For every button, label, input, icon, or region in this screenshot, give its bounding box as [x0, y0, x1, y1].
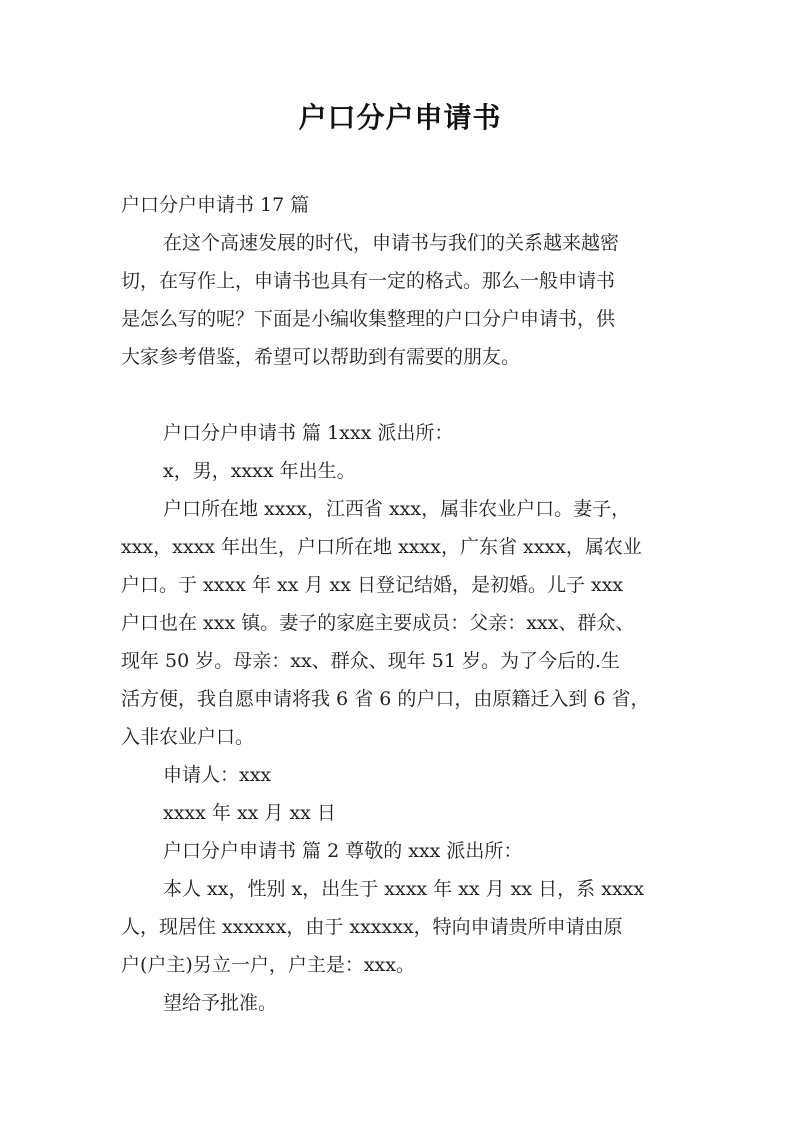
- article1-para-line: xxx，xxxx 年出生，户口所在地 xxxx，广东省 xxxx，属农业: [121, 536, 642, 558]
- intro-line: 在这个高速发展的时代，申请书与我们的关系越来越密: [163, 232, 620, 254]
- article1-para-line: 户口也在 xxx 镇。妻子的家庭主要成员：父亲：xxx、群众、: [121, 612, 635, 634]
- document-body: [121, 186, 689, 1022]
- intro-line: 切，在写作上，申请书也具有一定的格式。那么一般申请书: [121, 270, 616, 292]
- article1-para-line: 户口。于 xxxx 年 xx 月 xx 日登记结婚，是初婚。儿子 xxx: [121, 574, 624, 596]
- article2-closing: 望给予批准。: [163, 992, 278, 1014]
- article2-para-line: 人，现居住 xxxxxx，由于 xxxxxx，特向申请贵所申请由原: [121, 916, 623, 938]
- article1-para-line: 现年 50 岁。母亲：xx、群众、现年 51 岁。为了今后的.生: [121, 650, 620, 672]
- article1-date: xxxx 年 xx 月 xx 日: [163, 802, 336, 824]
- document-title: 户口分户申请书: [298, 101, 502, 134]
- article1-para-line: 入非农业户口。: [121, 726, 255, 748]
- paragraph-gap: [121, 376, 689, 414]
- article1-applicant: 申请人：xxx: [163, 764, 272, 786]
- intro-line: 大家参考借鉴，希望可以帮助到有需要的朋友。: [121, 346, 521, 368]
- article1-para-line: 活方便，我自愿申请将我 6 省 6 的户口，由原籍迁入到 6 省，: [121, 688, 650, 710]
- article2-para-line: 户(户主)另立一户，户主是：xxx。: [121, 954, 415, 976]
- article1-para-line: 户口所在地 xxxx，江西省 xxx，属非农业户口。妻子，: [163, 498, 631, 520]
- article1-heading: 户口分户申请书 篇 1xxx 派出所：: [163, 422, 454, 444]
- article2-heading: 户口分户申请书 篇 2 尊敬的 xxx 派出所：: [163, 840, 523, 862]
- article1-line1: x，男，xxxx 年出生。: [163, 460, 356, 482]
- document-subtitle: 户口分户申请书 17 篇: [121, 194, 310, 216]
- intro-line: 是怎么写的呢？下面是小编收集整理的户口分户申请书，供: [121, 308, 616, 330]
- article2-para-line: 本人 xx，性别 x，出生于 xxxx 年 xx 月 xx 日，系 xxxx: [163, 878, 645, 900]
